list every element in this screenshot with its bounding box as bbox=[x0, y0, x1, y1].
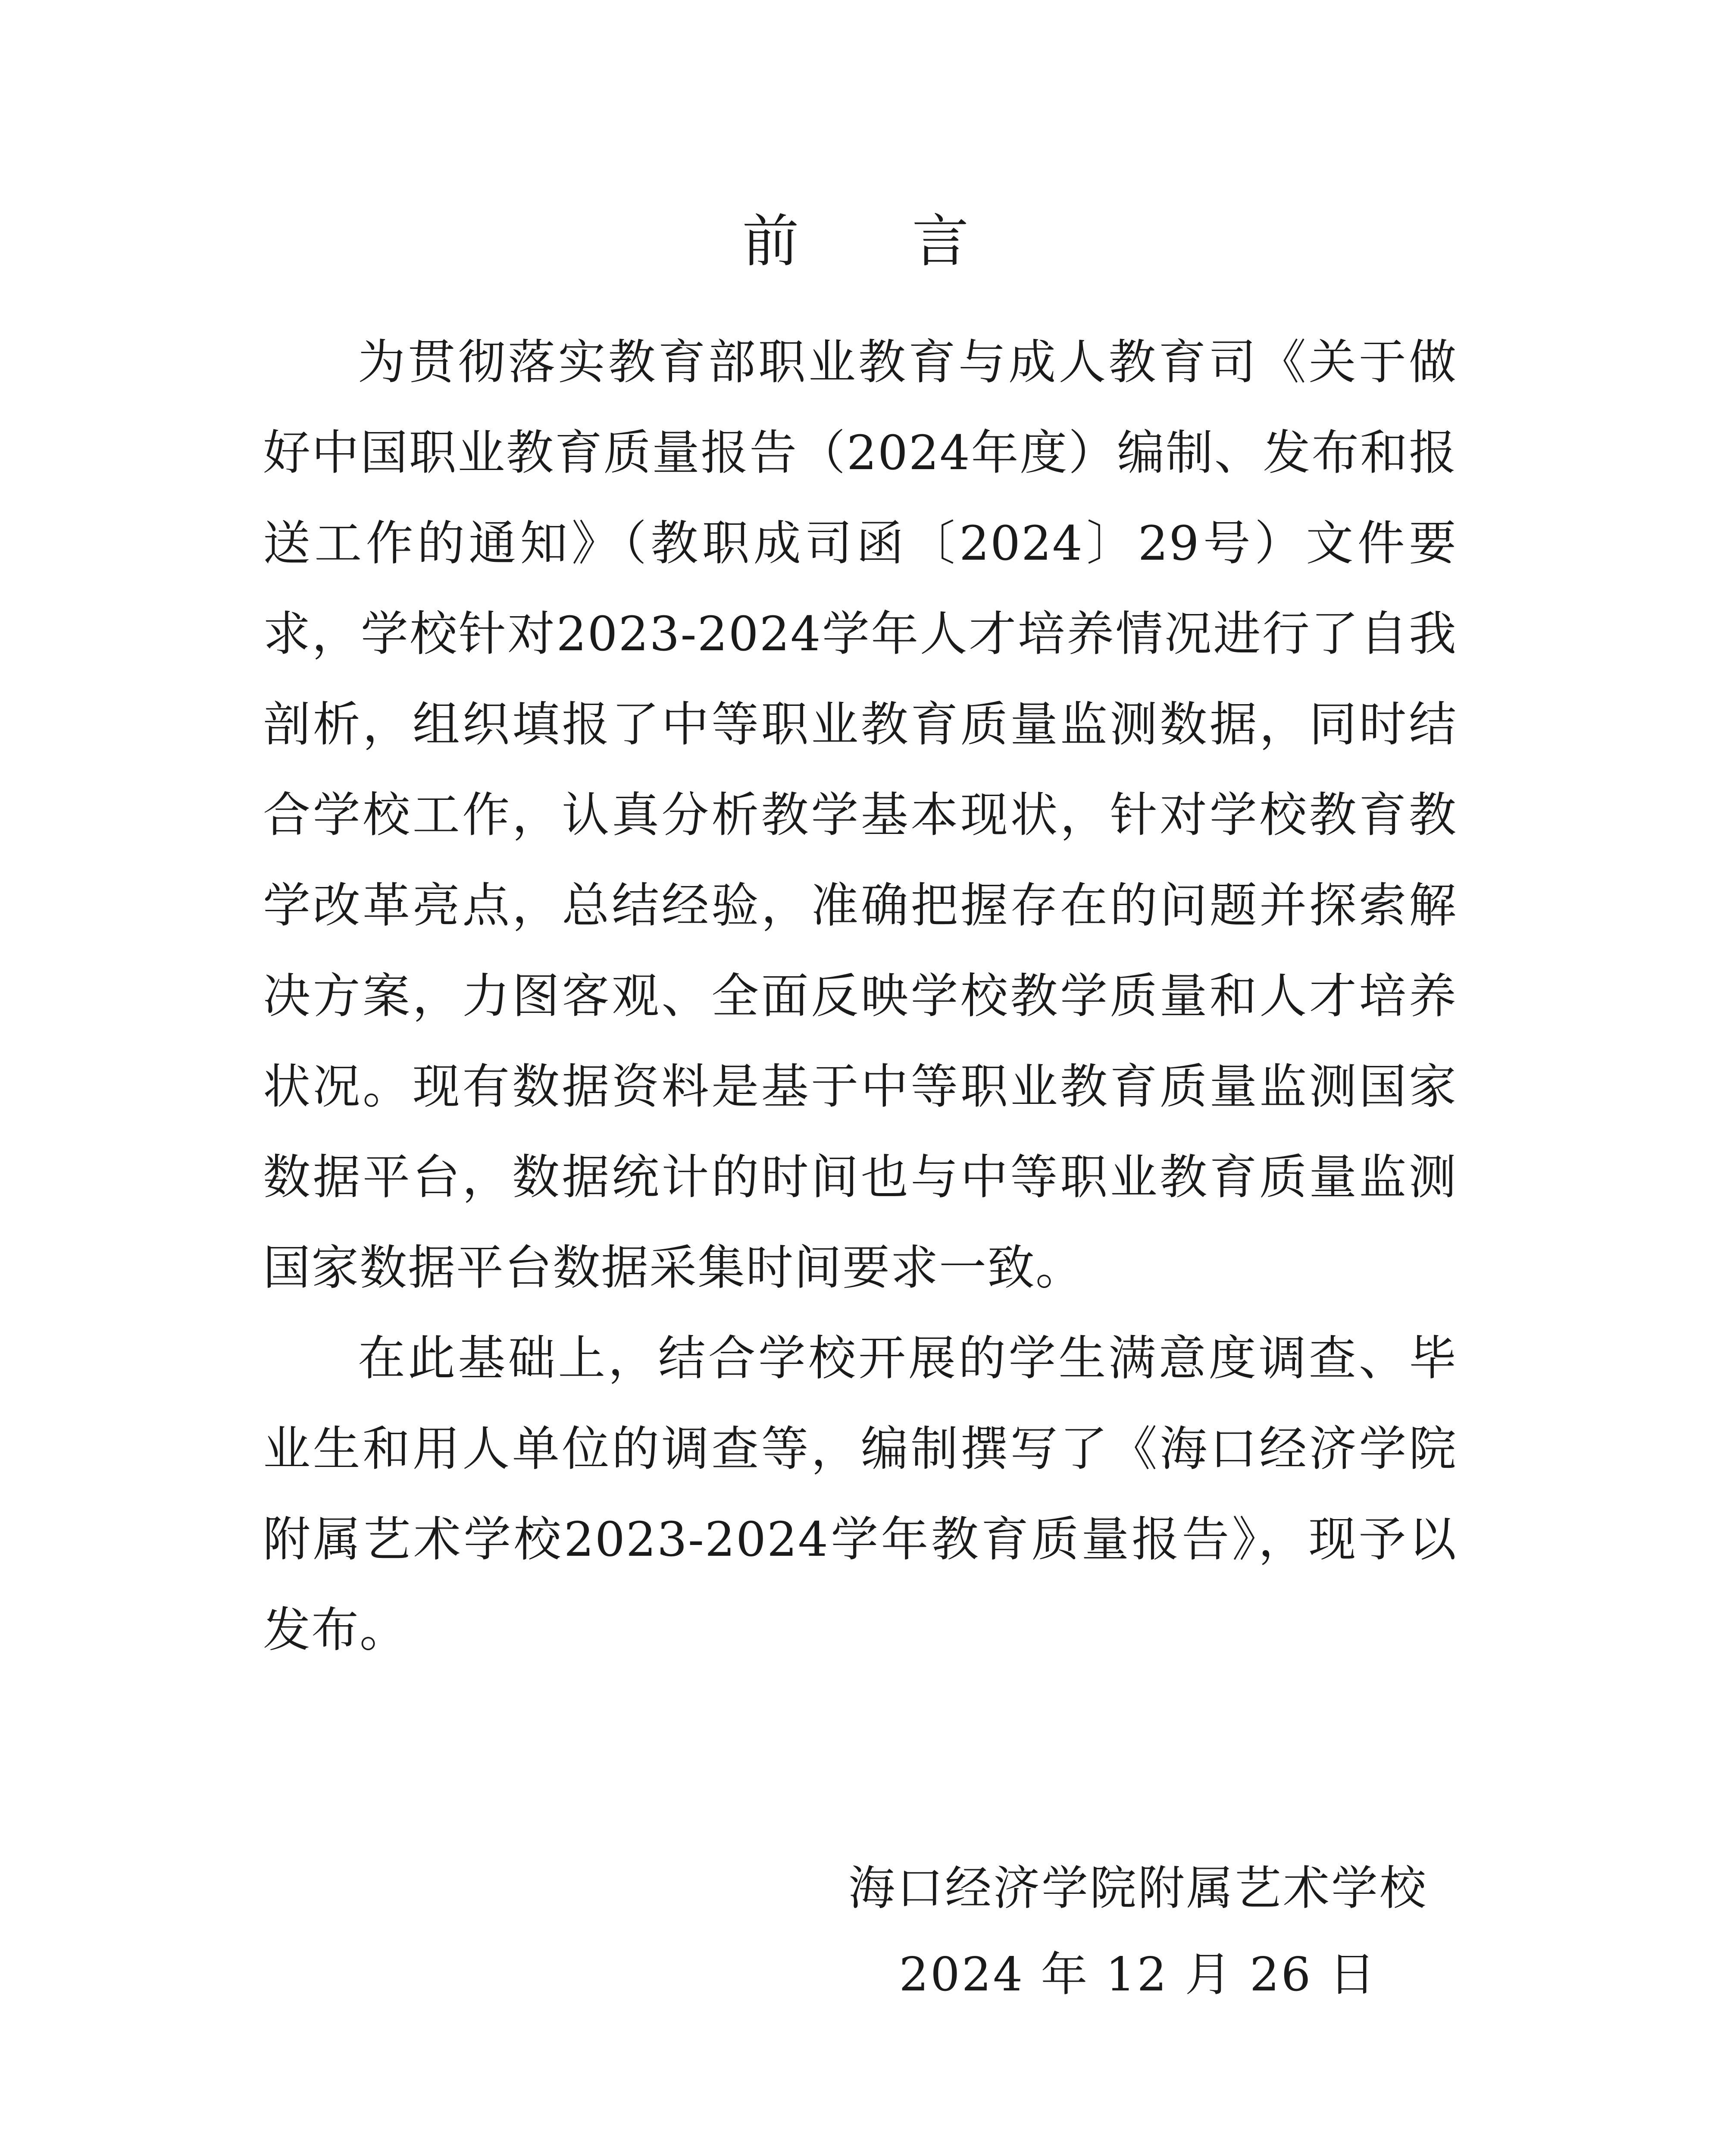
signature-date: 2024 年 12 月 26 日 bbox=[899, 1948, 1377, 2002]
page-title: 前 言 bbox=[742, 208, 1017, 275]
preface-body bbox=[263, 317, 1457, 1675]
preface-paragraph-2: 在此基础上，结合学校开展的学生满意度调查、毕业生和用人单位的调查等，编制撰写了《海口经济学院附属艺术学校2023-2024学年教育质量报告》，现予以发布。 bbox=[263, 1331, 1457, 1658]
preface-paragraph-1: 为贯彻落实教育部职业教育与成人教育司《关于做好中国职业教育质量报告（2024年度）编制、发布和报送工作的通知》（教职成司函〔2024〕29号）文件要求，学校针对2023-2024学年人才培养情况进行了自我剖析，组织填报了中等职业教育质量监测数据，同时结合学校工作，认真分析教学基本现状，针对学校教育教学改革亮点，总结经验，准确把握存在的问题并探索解决方案，力图客观、全面反映学校教学质量和人才培养状况。现有数据资料是基于中等职业教育质量监测国家数据平台，数据统计的时间也与中等职业教育质量监测国家数据平台数据采集时间要求一致。 bbox=[263, 335, 1457, 1295]
signature-block bbox=[845, 1846, 1431, 2018]
signature-organization: 海口经济学院附属艺术学校 bbox=[848, 1861, 1428, 1915]
